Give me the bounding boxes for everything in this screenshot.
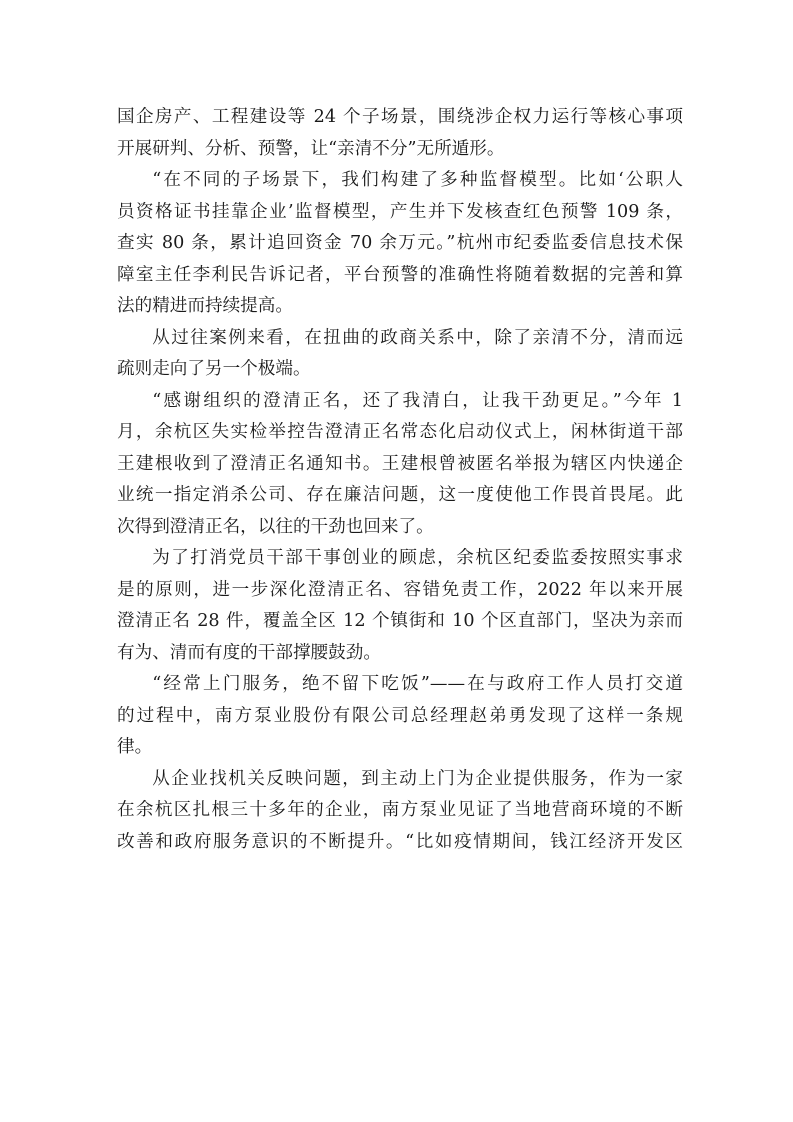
text-line: 疏则走向了另一个极端。 [117, 359, 311, 379]
text-line: 查实 80 条，累计追回资金 70 余万元。”杭州市纪委监委信息技术保 [117, 233, 683, 253]
text-line: 障室主任李利民告诉记者，平台预警的准确性将随着数据的完善和算 [117, 264, 683, 285]
text-line: 法的精进而持续提高。 [117, 296, 293, 316]
text-line: 有为、清而有度的干部撑腰鼓劲。 [117, 642, 381, 663]
paragraph [117, 386, 683, 544]
text-line: 的过程中，南方泵业股份有限公司总经理赵弟勇发现了这样一条规 [117, 705, 683, 726]
text-line: 澄清正名 28 件，覆盖全区 12 个镇街和 10 个区直部门，坚决为亲而 [117, 611, 683, 631]
article-body [117, 102, 683, 858]
text-line: 律。 [117, 737, 153, 757]
text-line: 改善和政府服务意识的不断提升。“比如疫情期间，钱江经济开发区 [117, 831, 683, 852]
paragraph [117, 102, 683, 165]
text-line: 王建根收到了澄清正名通知书。王建根曾被匿名举报为辖区内快递企 [117, 453, 683, 474]
text-line: 月，余杭区失实检举控告澄清正名常态化启动仪式上，闲林街道干部 [117, 422, 683, 442]
text-line: 从过往案例来看，在扭曲的政商关系中，除了亲清不分，清而远 [152, 327, 683, 348]
paragraph [117, 323, 683, 386]
text-line: 员资格证书挂靠企业’监督模型，产生并下发核查红色预警 109 条， [117, 201, 683, 222]
text-line: 国企房产、工程建设等 24 个子场景，围绕涉企权力运行等核心事项 [117, 107, 683, 127]
text-line: 次得到澄清正名，以往的干劲也回来了。 [117, 516, 434, 537]
text-line: 业统一指定消杀公司、存在廉洁问题，这一度使他工作畏首畏尾。此 [117, 485, 683, 505]
text-line: “在不同的子场景下，我们构建了多种监督模型。比如‘公职人 [152, 170, 683, 190]
paragraph [117, 165, 683, 323]
text-line: 为了打消党员干部干事创业的顾虑，余杭区纪委监委按照实事求 [152, 548, 683, 568]
paragraph [117, 543, 683, 669]
text-line: 在余杭区扎根三十多年的企业，南方泵业见证了当地营商环境的不断 [117, 800, 683, 820]
text-line: 从企业找机关反映问题，到主动上门为企业提供服务，作为一家 [152, 768, 683, 789]
text-line: “感谢组织的澄清正名，还了我清白，让我干劲更足。”今年 1 [152, 390, 683, 411]
paragraph [117, 764, 683, 859]
paragraph [117, 669, 683, 764]
text-line: 开展研判、分析、预警，让“亲清不分”无所遁形。 [117, 138, 505, 159]
text-line: 是的原则，进一步深化澄清正名、容错免责工作，2022 年以来开展 [117, 579, 683, 600]
text-line: “经常上门服务，绝不留下吃饭”——在与政府工作人员打交道 [152, 674, 683, 694]
